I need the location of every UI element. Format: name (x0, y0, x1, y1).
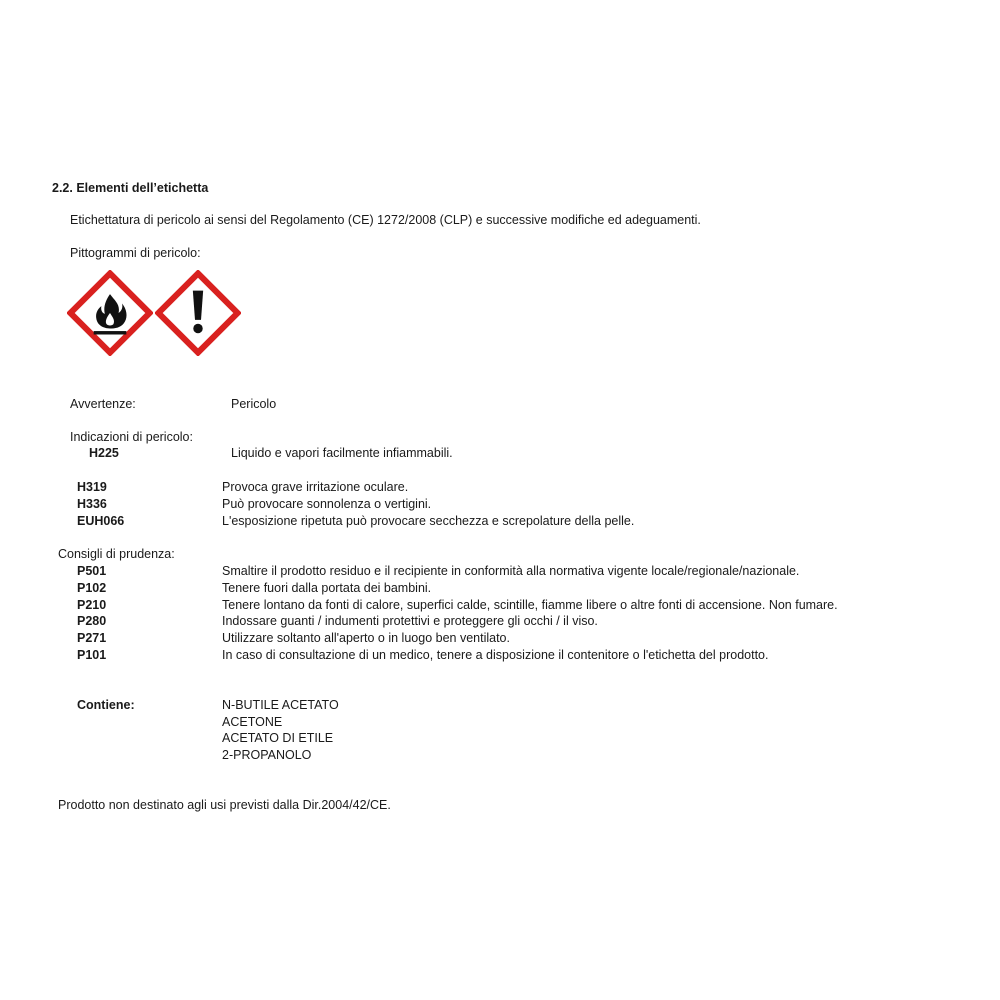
section-heading: 2.2. Elementi dell’etichetta (52, 181, 209, 195)
hazards-label: Indicazioni di pericolo: (70, 430, 193, 444)
labelling-intro: Etichettatura di pericolo ai sensi del Regolamento (CE) 1272/2008 (CLP) e successive modifiche ed adeguamenti. (70, 213, 701, 227)
hazard-text: Liquido e vapori facilmente infiammabili. (231, 446, 453, 460)
precaution-code: P271 (77, 631, 107, 645)
precautions-label: Consigli di prudenza: (58, 547, 175, 561)
precaution-text: Smaltire il prodotto residuo e il recipiente in conformità alla normativa vigente locale/regionale/nazionale. (222, 564, 800, 578)
precaution-text: Tenere lontano da fonti di calore, superfici calde, scintille, fiamme libere o altre fonti di accensione. Non fumare. (222, 598, 838, 612)
precaution-code: P210 (77, 598, 107, 612)
flame-ghs02-icon (67, 270, 153, 356)
hazard-code: EUH066 (77, 514, 125, 528)
hazard-text: Può provocare sonnolenza o vertigini. (222, 497, 432, 511)
precaution-code: P501 (77, 564, 107, 578)
hazard-code: H225 (89, 446, 119, 460)
pictograms-label: Pittogrammi di pericolo: (70, 246, 201, 260)
ingredient: ACETATO DI ETILE (222, 731, 334, 745)
contains-label: Contiene: (77, 698, 135, 712)
hazard-text: L'esposizione ripetuta può provocare secchezza e screpolature della pelle. (222, 514, 635, 528)
hazard-text: Provoca grave irritazione oculare. (222, 480, 409, 494)
exclamation-ghs07-icon (155, 270, 241, 356)
ingredient: 2-PROPANOLO (222, 748, 312, 762)
ingredient: ACETONE (222, 715, 283, 729)
footer-note: Prodotto non destinato agli usi previsti dalla Dir.2004/42/CE. (58, 798, 391, 812)
precaution-text: Indossare guanti / indumenti protettivi e proteggere gli occhi / il viso. (222, 614, 598, 628)
precaution-code: P280 (77, 614, 107, 628)
hazard-code: H319 (77, 480, 107, 494)
precaution-code: P101 (77, 648, 107, 662)
ingredient: N-BUTILE ACETATO (222, 698, 339, 712)
warnings-label: Avvertenze: (70, 397, 136, 411)
hazard-code: H336 (77, 497, 107, 511)
precaution-text: Utilizzare soltanto all'aperto o in luogo ben ventilato. (222, 631, 510, 645)
precaution-text: Tenere fuori dalla portata dei bambini. (222, 581, 432, 595)
warnings-value: Pericolo (231, 397, 277, 411)
precaution-text: In caso di consultazione di un medico, tenere a disposizione il contenitore o l'etichetta del prodotto. (222, 648, 769, 662)
precaution-code: P102 (77, 581, 107, 595)
